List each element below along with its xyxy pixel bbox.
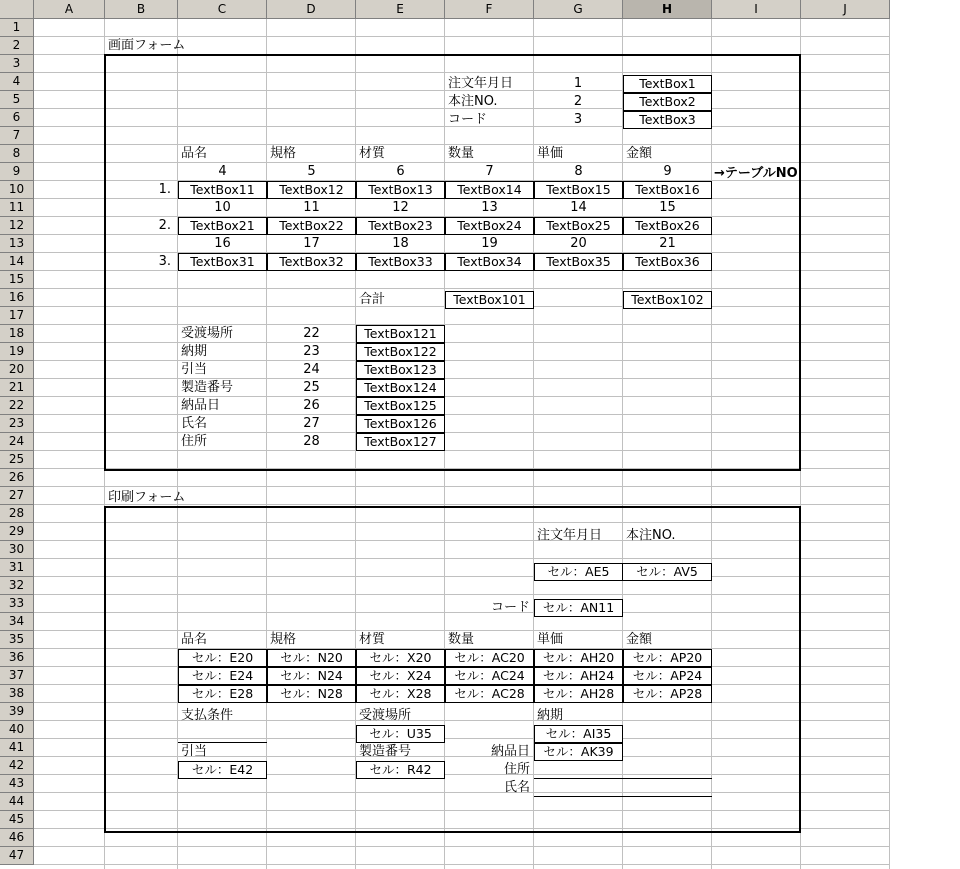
row-header-42[interactable]: 42: [0, 757, 34, 775]
table-no-value: 11: [303, 200, 320, 215]
row-header-40[interactable]: 40: [0, 721, 34, 739]
textbox-line1-col3[interactable]: TextBox13: [356, 181, 445, 199]
row-header-30[interactable]: 30: [0, 541, 34, 559]
detail-number: 24: [303, 362, 320, 377]
num-order-no: 2: [573, 94, 583, 109]
table-no-value: 17: [303, 236, 320, 251]
print-label-delivery-date: 納品日: [490, 744, 530, 759]
row-header-17[interactable]: 17: [0, 307, 34, 325]
print-cell-order-date[interactable]: セル：AE5: [534, 563, 623, 581]
textbox-line1-col1[interactable]: TextBox11: [178, 181, 267, 199]
row-header-18[interactable]: 18: [0, 325, 34, 343]
print-cell-line1-col6[interactable]: セル：AP20: [623, 649, 712, 667]
detail-number: 25: [303, 380, 320, 395]
row-header-46[interactable]: 46: [0, 829, 34, 847]
textbox-total-amount[interactable]: TextBox102: [623, 291, 712, 309]
table-no-value: 9: [663, 164, 672, 179]
detail-label: 引当: [181, 362, 208, 377]
table-no-value: 5: [307, 164, 316, 179]
table-no-value: 21: [659, 236, 676, 251]
table-no-value: 12: [392, 200, 409, 215]
print-cell-line3-col6[interactable]: セル：AP28: [623, 685, 712, 703]
column-header-h[interactable]: H: [623, 0, 712, 19]
print-cell-line1-col4[interactable]: セル：AC20: [445, 649, 534, 667]
column-header-a[interactable]: A: [34, 0, 105, 19]
textbox-line3-col3[interactable]: TextBox33: [356, 253, 445, 271]
table-no-note: →テーブルNO: [714, 166, 798, 181]
print-cell-line2-col1[interactable]: セル：E24: [178, 667, 267, 685]
print-cell-line3-col3[interactable]: セル：X28: [356, 685, 445, 703]
select-all-corner[interactable]: [0, 0, 34, 19]
row-header-43[interactable]: 43: [0, 775, 34, 793]
row-header-5[interactable]: 5: [0, 91, 34, 109]
screen-col-label: 金額: [626, 146, 653, 161]
print-cell-line2-col2[interactable]: セル：N24: [267, 667, 356, 685]
table-no-value: 10: [214, 200, 231, 215]
column-header-g[interactable]: G: [534, 0, 623, 19]
print-label-order-no: 本注NO.: [626, 528, 676, 543]
row-header-38[interactable]: 38: [0, 685, 34, 703]
print-cell-line2-col6[interactable]: セル：AP24: [623, 667, 712, 685]
row-header-10[interactable]: 10: [0, 181, 34, 199]
detail-number: 27: [303, 416, 320, 431]
print-cell-serial[interactable]: セル：R42: [356, 761, 445, 779]
row-header-11[interactable]: 11: [0, 199, 34, 217]
row-header-21[interactable]: 21: [0, 379, 34, 397]
row-header-32[interactable]: 32: [0, 577, 34, 595]
num-code: 3: [573, 112, 583, 127]
row-header-3[interactable]: 3: [0, 55, 34, 73]
column-header-c[interactable]: C: [178, 0, 267, 19]
table-no-value: 7: [485, 164, 494, 179]
print-label-order-date: 注文年月日: [537, 528, 603, 543]
textbox-detail-3[interactable]: TextBox123: [356, 361, 445, 379]
row-header-4[interactable]: 4: [0, 73, 34, 91]
print-col-label: 品名: [181, 632, 208, 647]
row-header-37[interactable]: 37: [0, 667, 34, 685]
row-header-31[interactable]: 31: [0, 559, 34, 577]
detail-number: 28: [303, 434, 320, 449]
textbox-line2-col5[interactable]: TextBox25: [534, 217, 623, 235]
screen-col-label: 材質: [359, 146, 386, 161]
table-no-value: 14: [570, 200, 587, 215]
screen-col-label: 規格: [270, 146, 297, 161]
table-no-value: 8: [574, 164, 583, 179]
detail-label: 製造番号: [181, 380, 234, 395]
textbox-line2-col3[interactable]: TextBox23: [356, 217, 445, 235]
print-cell-line3-col4[interactable]: セル：AC28: [445, 685, 534, 703]
table-no-value: 18: [392, 236, 409, 251]
table-no-value: 6: [396, 164, 405, 179]
detail-label: 納期: [181, 344, 208, 359]
textbox-line1-col2[interactable]: TextBox12: [267, 181, 356, 199]
table-no-value: 15: [659, 200, 676, 215]
row-header-33[interactable]: 33: [0, 595, 34, 613]
row-header-19[interactable]: 19: [0, 343, 34, 361]
textbox-line3-col2[interactable]: TextBox32: [267, 253, 356, 271]
textbox-line3-col6[interactable]: TextBox36: [623, 253, 712, 271]
row-header-34[interactable]: 34: [0, 613, 34, 631]
row-header-25[interactable]: 25: [0, 451, 34, 469]
table-no-value: 13: [481, 200, 498, 215]
print-cell-delivery-date[interactable]: セル：AK39: [534, 743, 623, 761]
column-header-d[interactable]: D: [267, 0, 356, 19]
row-header-45[interactable]: 45: [0, 811, 34, 829]
label-code: コード: [448, 112, 488, 127]
print-label-address: 住所: [503, 762, 530, 777]
column-header-j[interactable]: J: [801, 0, 890, 19]
print-label-allocation: 引当: [181, 744, 208, 759]
row-header-6[interactable]: 6: [0, 109, 34, 127]
table-no-value: 20: [570, 236, 587, 251]
gridline-h: [34, 846, 890, 847]
textbox-total-qty[interactable]: TextBox101: [445, 291, 534, 309]
print-label-delivery-place: 受渡場所: [359, 708, 412, 723]
row-header-39[interactable]: 39: [0, 703, 34, 721]
textbox-order-date[interactable]: TextBox1: [623, 75, 712, 93]
column-header-e[interactable]: E: [356, 0, 445, 19]
print-col-label: 規格: [270, 632, 297, 647]
row-header-22[interactable]: 22: [0, 397, 34, 415]
textbox-detail-5[interactable]: TextBox125: [356, 397, 445, 415]
textbox-line3-col4[interactable]: TextBox34: [445, 253, 534, 271]
print-cell-order-no[interactable]: セル：AV5: [622, 563, 712, 581]
print-cell-line3-col1[interactable]: セル：E28: [178, 685, 267, 703]
print-cell-delivery-place[interactable]: セル：U35: [356, 725, 445, 743]
row-header-41[interactable]: 41: [0, 739, 34, 757]
textbox-detail-6[interactable]: TextBox126: [356, 415, 445, 433]
line-number: 2.: [158, 218, 171, 233]
row-header-1[interactable]: 1: [0, 19, 34, 37]
name-underline: [534, 796, 712, 797]
gridline-h: [34, 486, 890, 487]
column-header-i[interactable]: I: [712, 0, 801, 19]
print-label-payment: 支払条件: [181, 708, 234, 723]
print-cell-line2-col5[interactable]: セル：AH24: [534, 667, 623, 685]
print-cell-line1-col1[interactable]: セル：E20: [178, 649, 267, 667]
label-order-date: 注文年月日: [448, 76, 514, 91]
print-label-code: コード: [490, 600, 530, 615]
gridline-h: [34, 864, 890, 865]
print-cell-due[interactable]: セル：AI35: [534, 725, 623, 743]
detail-label: 納品日: [181, 398, 221, 413]
address-underline: [534, 778, 712, 779]
print-form-title: 印刷フォーム: [108, 490, 186, 505]
row-header-7[interactable]: 7: [0, 127, 34, 145]
row-header-14[interactable]: 14: [0, 253, 34, 271]
print-cell-line3-col5[interactable]: セル：AH28: [534, 685, 623, 703]
screen-col-label: 数量: [448, 146, 475, 161]
line-number: 1.: [158, 182, 171, 197]
detail-number: 26: [303, 398, 320, 413]
row-header-28[interactable]: 28: [0, 505, 34, 523]
textbox-line1-col5[interactable]: TextBox15: [534, 181, 623, 199]
print-cell-line1-col5[interactable]: セル：AH20: [534, 649, 623, 667]
detail-label: 受渡場所: [181, 326, 234, 341]
label-order-no: 本注NO.: [448, 94, 498, 109]
label-total: 合計: [359, 292, 386, 307]
detail-number: 23: [303, 344, 320, 359]
row-header-47[interactable]: 47: [0, 847, 34, 865]
print-cell-line3-col2[interactable]: セル：N28: [267, 685, 356, 703]
row-header-44[interactable]: 44: [0, 793, 34, 811]
row-header-24[interactable]: 24: [0, 433, 34, 451]
row-header-12[interactable]: 12: [0, 217, 34, 235]
print-label-name: 氏名: [503, 780, 530, 795]
screen-col-label: 単価: [537, 146, 564, 161]
print-col-label: 数量: [448, 632, 475, 647]
textbox-line1-col6[interactable]: TextBox16: [623, 181, 712, 199]
row-header-13[interactable]: 13: [0, 235, 34, 253]
detail-label: 氏名: [181, 416, 208, 431]
print-cell-line2-col4[interactable]: セル：AC24: [445, 667, 534, 685]
row-header-2[interactable]: 2: [0, 37, 34, 55]
print-cell-line1-col3[interactable]: セル：X20: [356, 649, 445, 667]
textbox-line2-col6[interactable]: TextBox26: [623, 217, 712, 235]
textbox-code[interactable]: TextBox3: [623, 111, 712, 129]
row-header-8[interactable]: 8: [0, 145, 34, 163]
row-header-20[interactable]: 20: [0, 361, 34, 379]
line-number: 3.: [158, 254, 171, 269]
screen-col-label: 品名: [181, 146, 208, 161]
print-label-serial: 製造番号: [359, 744, 412, 759]
textbox-line2-col2[interactable]: TextBox22: [267, 217, 356, 235]
textbox-detail-7[interactable]: TextBox127: [356, 433, 445, 451]
print-label-due: 納期: [537, 708, 564, 723]
gridline-v: [889, 19, 890, 869]
textbox-detail-2[interactable]: TextBox122: [356, 343, 445, 361]
print-cell-line1-col2[interactable]: セル：N20: [267, 649, 356, 667]
row-header-27[interactable]: 27: [0, 487, 34, 505]
detail-label: 住所: [181, 434, 208, 449]
textbox-line2-col1[interactable]: TextBox21: [178, 217, 267, 235]
row-header-36[interactable]: 36: [0, 649, 34, 667]
print-cell-allocation[interactable]: セル：E42: [178, 761, 267, 779]
textbox-detail-1[interactable]: TextBox121: [356, 325, 445, 343]
table-no-value: 19: [481, 236, 498, 251]
print-col-label: 単価: [537, 632, 564, 647]
textbox-line3-col1[interactable]: TextBox31: [178, 253, 267, 271]
textbox-line1-col4[interactable]: TextBox14: [445, 181, 534, 199]
print-col-label: 金額: [626, 632, 653, 647]
table-no-value: 4: [218, 164, 227, 179]
row-header-9[interactable]: 9: [0, 163, 34, 181]
row-header-23[interactable]: 23: [0, 415, 34, 433]
row-header-26[interactable]: 26: [0, 469, 34, 487]
num-order-date: 1: [573, 76, 583, 91]
row-header-16[interactable]: 16: [0, 289, 34, 307]
print-cell-line2-col3[interactable]: セル：X24: [356, 667, 445, 685]
textbox-line3-col5[interactable]: TextBox35: [534, 253, 623, 271]
print-cell-code[interactable]: セル：AN11: [534, 599, 623, 617]
column-header-f[interactable]: F: [445, 0, 534, 19]
row-header-15[interactable]: 15: [0, 271, 34, 289]
row-header-29[interactable]: 29: [0, 523, 34, 541]
column-header-b[interactable]: B: [105, 0, 178, 19]
detail-number: 22: [303, 326, 320, 341]
textbox-detail-4[interactable]: TextBox124: [356, 379, 445, 397]
print-col-label: 材質: [359, 632, 386, 647]
table-no-value: 16: [214, 236, 231, 251]
screen-form-title: 画面フォーム: [108, 38, 186, 53]
textbox-line2-col4[interactable]: TextBox24: [445, 217, 534, 235]
textbox-order-no[interactable]: TextBox2: [623, 93, 712, 111]
row-header-35[interactable]: 35: [0, 631, 34, 649]
